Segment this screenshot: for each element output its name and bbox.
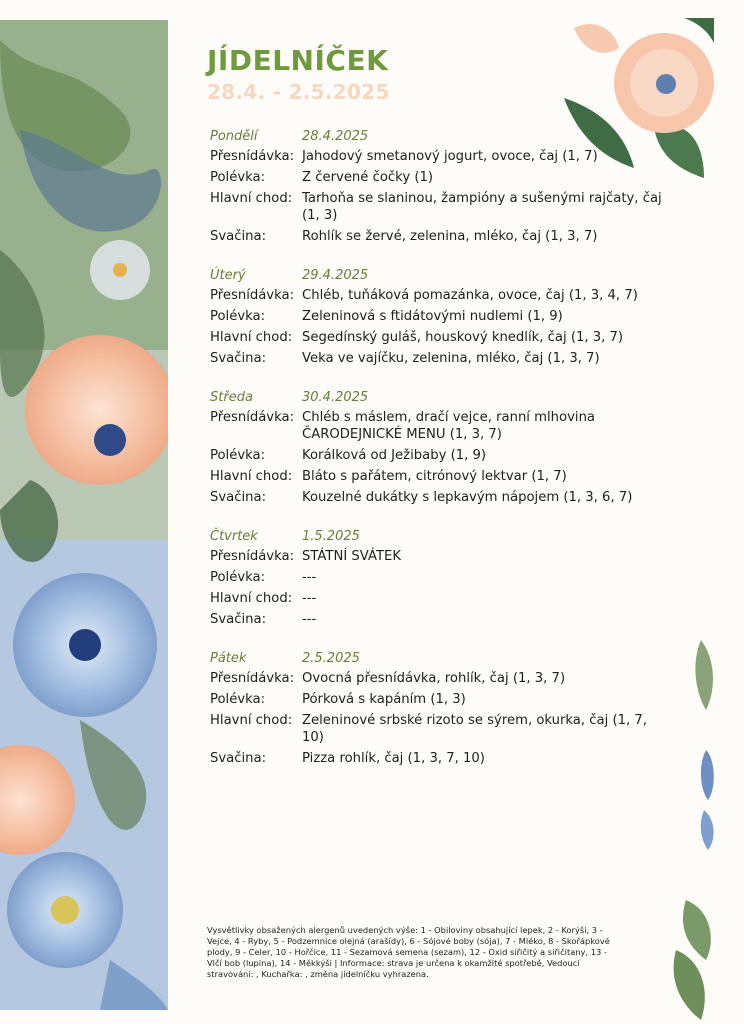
meal-value: Bláto s pařátem, citrónový lektvar (1, 7) [302,469,567,484]
meal-value: Jahodový smetanový jogurt, ovoce, čaj (1, 7) [302,149,598,164]
day-name: Pátek [210,651,247,666]
meal-value: Rohlík se žervé, zelenina, mléko, čaj (1, 3, 7) [302,229,598,244]
meal-label: Polévka: [210,170,266,185]
day-friday [210,644,670,767]
day-heading [210,261,670,283]
day-thursday [210,522,670,628]
meal-value: --- [302,570,317,585]
floral-watercolor-strip [0,20,168,1010]
day-name: Čtvrtek [210,529,258,544]
day-name: Středa [210,390,253,405]
meal-label: Polévka: [210,570,266,585]
meal-row [210,409,670,443]
meal-value: Zeleninové srbské rizoto se sýrem, okurka, čaj (1, 7, 10) [302,713,647,745]
day-name: Pondělí [210,129,258,144]
day-date: 30.4.2025 [302,390,369,405]
meal-value: Ovocná přesnídávka, rohlík, čaj (1, 3, 7) [302,671,566,686]
page-title: JÍDELNÍČEK [207,44,389,77]
meal-row [210,670,670,687]
day-name: Úterý [210,268,246,283]
day-monday [210,122,670,245]
meal-label: Polévka: [210,309,266,324]
meal-row [210,308,670,325]
allergen-footnote: Vysvětlivky obsažených alergenů uvedených výše: 1 - Obiloviny obsahující lepek, 2 - Korýši, 3 - Vejce, 4 - Ryby, 5 - Podzemnice olejná (arašídy), 6 - Sójové boby (sója), 7 - Mléko, 8 - Skořápkové plody, 9 - Celer, 10 - Hořčice, 11 - Sezamová semena (sezam), 12 - Oxid siřičitý a siřičitany, 13 - Vlčí bob (lupina), 14 - Měkkýši | Informace: strava je určena k okamžité spotřebě, Vedoucí stravování: , Kuchařka: , změna jídelníčku vyhrazena. [207,925,610,979]
meal-row [210,750,670,767]
meal-row [210,447,670,464]
meal-label: Přesnídávka: [210,149,295,164]
meal-value: Chléb, tuňáková pomazánka, ovoce, čaj (1, 3, 4, 7) [302,288,638,303]
day-date: 28.4.2025 [302,129,369,144]
meal-row [210,329,670,346]
meal-value: Z červené čočky (1) [302,170,434,185]
day-heading [210,383,670,405]
meal-row [210,548,670,565]
weekly-menu [210,122,670,783]
meal-value: Pórková s kapáním (1, 3) [302,692,466,707]
meal-row [210,590,670,607]
day-date: 29.4.2025 [302,268,369,283]
day-wednesday [210,383,670,506]
meal-label: Přesnídávka: [210,288,295,303]
meal-row [210,712,670,746]
day-heading [210,122,670,144]
meal-label: Svačina: [210,490,267,505]
day-heading [210,644,670,666]
meal-label: Přesnídávka: [210,410,295,425]
meal-label: Hlavní chod: [210,191,293,206]
meal-value: Chléb s máslem, dračí vejce, ranní mlhovina ČARODEJNICKÉ MENU (1, 3, 7) [302,410,596,442]
day-heading [210,522,670,544]
meal-label: Svačina: [210,751,267,766]
meal-row [210,190,670,224]
week-date-range: 28.4. - 2.5.2025 [207,80,390,104]
meal-label: Polévka: [210,448,266,463]
meal-value: --- [302,612,317,627]
meal-row [210,489,670,506]
meal-row [210,468,670,485]
meal-value: Kouzelné dukátky s lepkavým nápojem (1, 3, 6, 7) [302,490,633,505]
meal-row [210,169,670,186]
meal-row [210,691,670,708]
meal-row [210,287,670,304]
meal-label: Přesnídávka: [210,549,295,564]
meal-label: Hlavní chod: [210,330,293,345]
meal-row [210,611,670,628]
meal-value: Pizza rohlík, čaj (1, 3, 7, 10) [302,751,485,766]
meal-label: Polévka: [210,692,266,707]
meal-row [210,228,670,245]
meal-value: Veka ve vajíčku, zelenina, mléko, čaj (1, 3, 7) [302,351,600,366]
meal-value: Korálková od Ježibaby (1, 9) [302,448,487,463]
meal-value: STÁTNÍ SVÁTEK [302,549,401,564]
meal-label: Svačina: [210,612,267,627]
meal-value: --- [302,591,317,606]
meal-value: Tarhoňa se slaninou, žampióny a sušenými rajčaty, čaj (1, 3) [302,191,662,223]
meal-value: Zeleninová s ftidátovými nudlemi (1, 9) [302,309,563,324]
meal-label: Hlavní chod: [210,591,293,606]
meal-label: Hlavní chod: [210,713,293,728]
meal-row [210,350,670,367]
meal-label: Svačina: [210,229,267,244]
meal-row [210,569,670,586]
day-date: 1.5.2025 [302,529,360,544]
day-tuesday [210,261,670,367]
meal-label: Hlavní chod: [210,469,293,484]
meal-label: Přesnídávka: [210,671,295,686]
meal-value: Segedínský guláš, houskový knedlík, čaj (1, 3, 7) [302,330,624,345]
meal-label: Svačina: [210,351,267,366]
meal-row [210,148,670,165]
day-date: 2.5.2025 [302,651,360,666]
